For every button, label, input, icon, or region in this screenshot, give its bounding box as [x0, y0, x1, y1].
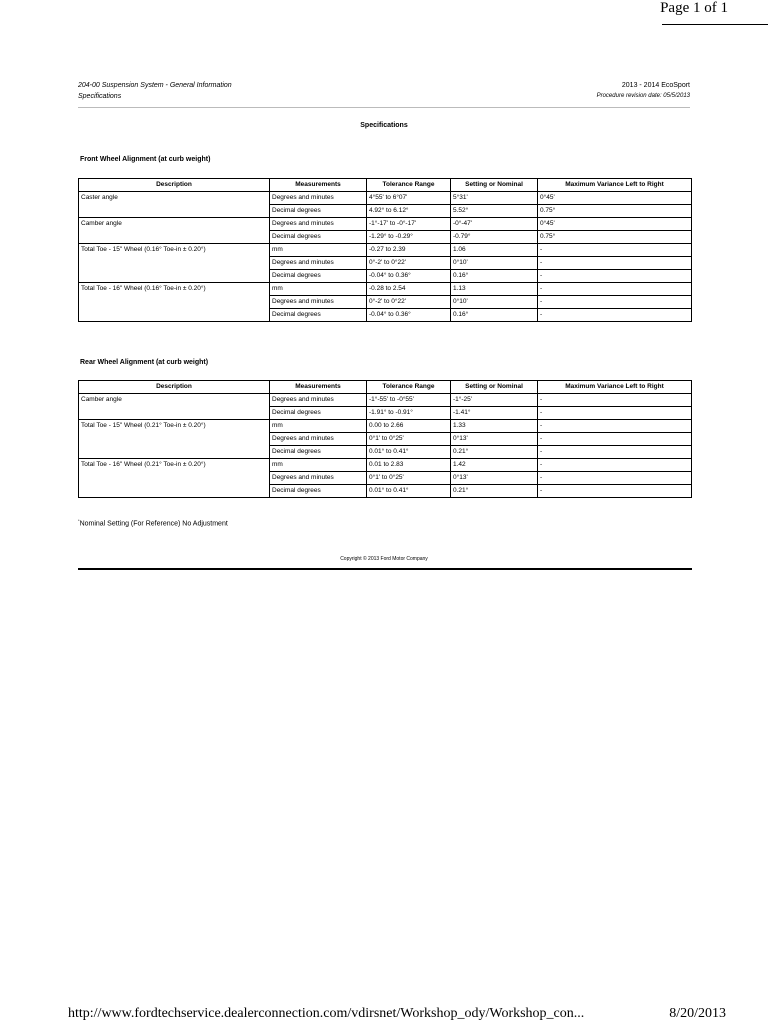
measurement-cell: Decimal degrees [270, 231, 367, 244]
footer-divider [78, 568, 692, 570]
doc-header-right [597, 80, 690, 102]
column-header: Tolerance Range [367, 381, 451, 394]
tolerance-cell: -1°-17' to -0°-17' [367, 218, 451, 231]
column-header: Tolerance Range [367, 179, 451, 192]
variance-cell: - [538, 485, 692, 498]
measurement-cell: Decimal degrees [270, 270, 367, 283]
rear-alignment-heading: Rear Wheel Alignment (at curb weight) [80, 359, 209, 366]
tolerance-cell: -0.28 to 2.54 [367, 283, 451, 296]
variance-cell: - [538, 407, 692, 420]
tolerance-cell: 0.01° to 0.41° [367, 485, 451, 498]
tolerance-cell: 0°1' to 0°25' [367, 433, 451, 446]
variance-cell: 0.75° [538, 231, 692, 244]
table-row [79, 244, 692, 257]
description-cell: Total Toe - 16" Wheel (0.21° Toe-in ± 0.20°) [79, 459, 270, 498]
nominal-cell: 5°31' [451, 192, 538, 205]
revision-date: Procedure revision date: 05/5/2013 [596, 93, 690, 99]
column-header: Description [79, 381, 270, 394]
vehicle-model: 2013 - 2014 EcoSport [621, 82, 690, 89]
column-header: Maximum Variance Left to Right [538, 381, 692, 394]
nominal-cell: 1.13 [451, 283, 538, 296]
nominal-cell: 1.33 [451, 420, 538, 433]
footnote [78, 518, 228, 527]
nominal-cell: 0.21° [451, 485, 538, 498]
measurement-cell: Decimal degrees [270, 407, 367, 420]
print-date: 8/20/2013 [669, 1006, 726, 1021]
tolerance-cell: -0.04° to 0.36° [367, 309, 451, 322]
variance-cell: - [538, 459, 692, 472]
table-row [79, 283, 692, 296]
variance-cell: - [538, 283, 692, 296]
measurement-cell: Decimal degrees [270, 485, 367, 498]
variance-cell: 0°45' [538, 192, 692, 205]
doc-header-left [78, 80, 232, 102]
table-row [79, 394, 692, 407]
nominal-cell: 5.52° [451, 205, 538, 218]
measurement-cell: Degrees and minutes [270, 257, 367, 270]
measurement-cell: Degrees and minutes [270, 472, 367, 485]
variance-cell: - [538, 244, 692, 257]
tolerance-cell: 0°-2' to 0°22' [367, 296, 451, 309]
tolerance-cell: -0.04° to 0.36° [367, 270, 451, 283]
variance-cell: - [538, 472, 692, 485]
page-indicator-text: Page 1 of 1 [660, 0, 728, 16]
measurement-cell: Degrees and minutes [270, 394, 367, 407]
variance-cell: 0°45' [538, 218, 692, 231]
doc-subtitle: Specifications [78, 93, 122, 100]
measurement-cell: mm [270, 283, 367, 296]
tolerance-cell: -1.91° to -0.91° [367, 407, 451, 420]
variance-cell: - [538, 433, 692, 446]
tolerance-cell: 0.01 to 2.83 [367, 459, 451, 472]
description-cell: Caster angle [79, 192, 270, 218]
variance-cell: - [538, 420, 692, 433]
nominal-cell: 0.16° [451, 270, 538, 283]
page-indicator-rule [662, 24, 768, 25]
footnote-marker: * [78, 518, 80, 523]
variance-cell: - [538, 446, 692, 459]
table-row [79, 218, 692, 231]
measurement-cell: Decimal degrees [270, 205, 367, 218]
tolerance-cell: 0.01° to 0.41° [367, 446, 451, 459]
measurement-cell: mm [270, 420, 367, 433]
column-header: Measurements [270, 179, 367, 192]
nominal-cell: -0°-47' [451, 218, 538, 231]
nominal-cell: -1°-25' [451, 394, 538, 407]
page-indicator [660, 0, 728, 17]
table-row [79, 459, 692, 472]
footnote-text: Nominal Setting (For Reference) No Adjustment [79, 520, 228, 528]
variance-cell: - [538, 270, 692, 283]
nominal-cell: 1.06 [451, 244, 538, 257]
measurement-cell: Degrees and minutes [270, 218, 367, 231]
tolerance-cell: 0.00 to 2.66 [367, 420, 451, 433]
nominal-cell: 0°10' [451, 296, 538, 309]
tolerance-cell: 0°1' to 0°25' [367, 472, 451, 485]
doc-category: 204-00 Suspension System - General Information [78, 82, 232, 89]
description-cell: Total Toe - 15" Wheel (0.21° Toe-in ± 0.20°) [79, 420, 270, 459]
nominal-cell: 0.16° [451, 309, 538, 322]
measurement-cell: Degrees and minutes [270, 433, 367, 446]
measurement-cell: mm [270, 244, 367, 257]
variance-cell: - [538, 394, 692, 407]
column-header: Maximum Variance Left to Right [538, 179, 692, 192]
tolerance-cell: 4.92° to 6.12° [367, 205, 451, 218]
description-cell: Total Toe - 16" Wheel (0.16° Toe-in ± 0.20°) [79, 283, 270, 322]
column-header: Setting or Nominal [451, 179, 538, 192]
tolerance-cell: -1°-55' to -0°55' [367, 394, 451, 407]
tolerance-cell: 0°-2' to 0°22' [367, 257, 451, 270]
page-url[interactable]: http://www.fordtechservice.dealerconnection.com/vdirsnet/Workshop_ody/Workshop_con... [68, 1006, 585, 1021]
nominal-cell: 0°13' [451, 433, 538, 446]
description-cell: Camber angle [79, 394, 270, 420]
measurement-cell: Decimal degrees [270, 309, 367, 322]
variance-cell: 0.75° [538, 205, 692, 218]
header-divider [78, 107, 690, 108]
tolerance-cell: -0.27 to 2.39 [367, 244, 451, 257]
variance-cell: - [538, 296, 692, 309]
rear-alignment-table [78, 380, 692, 498]
front-alignment-table [78, 178, 692, 322]
column-header: Setting or Nominal [451, 381, 538, 394]
page-title: Specifications [360, 122, 408, 129]
nominal-cell: -0.79° [451, 231, 538, 244]
measurement-cell: Degrees and minutes [270, 192, 367, 205]
tolerance-cell: -1.29° to -0.29° [367, 231, 451, 244]
variance-cell: - [538, 257, 692, 270]
nominal-cell: 0°13' [451, 472, 538, 485]
table-row [79, 192, 692, 205]
table-header-row [79, 179, 692, 192]
nominal-cell: 0°10' [451, 257, 538, 270]
nominal-cell: -1.41° [451, 407, 538, 420]
column-header: Description [79, 179, 270, 192]
table-row [79, 420, 692, 433]
measurement-cell: Decimal degrees [270, 446, 367, 459]
nominal-cell: 0.21° [451, 446, 538, 459]
copyright-notice: Copyright © 2013 Ford Motor Company [340, 556, 428, 562]
table-header-row [79, 381, 692, 394]
description-cell: Total Toe - 15" Wheel (0.16° Toe-in ± 0.20°) [79, 244, 270, 283]
measurement-cell: Degrees and minutes [270, 296, 367, 309]
column-header: Measurements [270, 381, 367, 394]
description-cell: Camber angle [79, 218, 270, 244]
nominal-cell: 1.42 [451, 459, 538, 472]
variance-cell: - [538, 309, 692, 322]
tolerance-cell: 4°55' to 6°07' [367, 192, 451, 205]
measurement-cell: mm [270, 459, 367, 472]
front-alignment-heading: Front Wheel Alignment (at curb weight) [80, 156, 211, 163]
